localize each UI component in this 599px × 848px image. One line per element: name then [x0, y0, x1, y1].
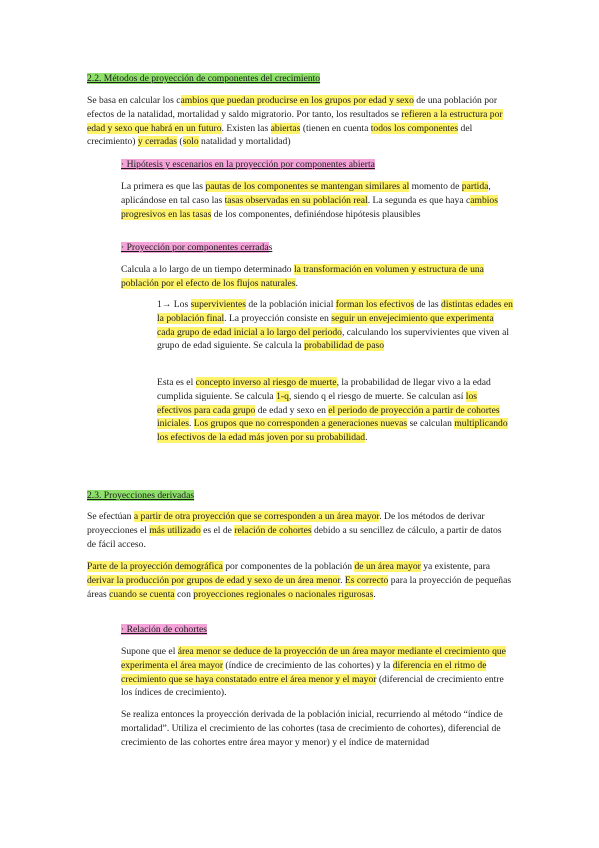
subheading-tail: s: [268, 242, 273, 253]
highlight: y cerradas: [137, 136, 178, 148]
paragraph-hipotesis: [121, 180, 513, 221]
text: momento de: [409, 181, 462, 192]
text: 1→ Los: [157, 299, 191, 310]
text: es el de: [200, 524, 235, 536]
paragraph-se-realiza: [121, 708, 513, 749]
highlight: derivar la producción por grupos de edad y sexo de un área menor: [87, 574, 341, 586]
text: Se basa en calcular los c: [87, 95, 181, 106]
subheading-relacion-cohortes: [121, 623, 511, 637]
highlight: seguir un envejecimiento que experimenta cada grupo de edad inicial a lo largo del periodo: [157, 312, 494, 338]
text: . La segunda es que haya c: [367, 194, 471, 206]
paragraph-cerradas: [121, 263, 513, 291]
text: (índice de crecimiento de las cohortes) y la: [223, 659, 393, 671]
text: (diferencial de crecimiento entre los índices de crecimiento).: [121, 673, 504, 699]
text: .: [340, 574, 345, 586]
text: por componentes de la población: [222, 561, 355, 572]
paragraph-supervivientes: [157, 298, 513, 353]
paragraph-supone: [121, 645, 513, 700]
text: de los componentes, definiéndose hipótesis plausibles: [211, 208, 421, 220]
paragraph-probabilidad: [157, 376, 513, 445]
text: del crecimiento): [87, 122, 473, 148]
subheading-hipotesis: [121, 158, 511, 172]
highlight: Parte de la proyección demográfica: [87, 561, 223, 572]
text: de la población inicial: [246, 299, 336, 310]
subheading-cerradas: [121, 241, 511, 255]
paragraph-area-mayor: [87, 560, 512, 601]
text: Se realiza entonces la proyección derivada de la población inicial, recurriendo al método “índice de mortalidad”. Utiliza el crecimiento de las cohortes (tasa de crecimiento de cohortes), diferencial de crecimiento de las cohortes entre área mayor y menor) y el índice de maternidad: [121, 709, 503, 748]
highlight: ambios progresivos en las tasas: [121, 194, 498, 220]
text: La primera es que las: [121, 181, 206, 192]
text: se calculan: [407, 418, 455, 430]
highlight: probabilidad de paso: [304, 340, 384, 352]
text: ya existente, para: [420, 561, 491, 572]
text: natalidad y mortalidad): [198, 136, 291, 148]
subheading-text: · Hipótesis y escenarios en la proyección por componentes abierta: [121, 159, 375, 170]
text: , calculando los supervivientes que viven al grupo de edad siguiente. Se calcula la: [157, 326, 510, 352]
text: .: [373, 588, 376, 600]
text: .: [295, 277, 298, 289]
highlight: relación de cohortes: [234, 524, 312, 536]
text: de una población por efectos de la natalidad, mortalidad y saldo migratorio. Por tanto, los resultados se: [87, 95, 498, 120]
text: Se efectúan: [87, 511, 134, 522]
text: .: [365, 432, 368, 444]
highlight: proyecciones regionales o nacionales rigurosas: [193, 588, 374, 600]
highlight: pautas de los componentes se mantengan similares al: [205, 181, 410, 192]
text: Esta es el: [157, 377, 196, 388]
highlight: a partir de otra proyección que se corresponden a un área mayor: [133, 511, 380, 522]
text: , siendo q el riesgo de muerte. Se calculan así: [288, 390, 466, 402]
highlight: el periodo de proyección a partir de cohortes iniciales: [157, 404, 500, 430]
highlight: solo: [182, 136, 199, 148]
subheading-text: · Proyección por componentes cerrada: [121, 242, 269, 253]
text: . La proyección consiste en: [224, 312, 332, 324]
text: , la probabilidad de llegar vivo a la edad cumplida siguiente. Se calcula: [157, 377, 491, 402]
paragraph-intro-components: [87, 94, 512, 149]
highlight: los efectivos para cada grupo: [157, 390, 477, 416]
highlight: multiplicando los efectivos de la edad más joven por su probabilidad: [157, 418, 508, 444]
text: , aplicándose en tal caso las: [121, 181, 491, 206]
text: Calcula a lo largo de un tiempo determinado: [121, 264, 294, 275]
highlight: área menor se deduce de la proyección de un área mayor mediante el crecimiento que experimenta el área mayor: [121, 646, 506, 671]
highlight: tasas observadas en su población real: [224, 194, 368, 206]
highlight: partida: [461, 181, 489, 192]
section-heading-2-2: [87, 72, 527, 86]
text: . Existen las: [221, 122, 271, 134]
highlight: Es correcto: [344, 574, 389, 586]
highlight: forman los efectivos: [335, 299, 415, 310]
text: debido a su sencillez de cálculo, a partir de datos de fácil acceso.: [87, 524, 502, 550]
text: (tienen en cuenta: [300, 122, 371, 134]
text: (: [177, 136, 183, 148]
text: Supone que el: [121, 646, 178, 657]
highlight: distintas edades en la población final: [157, 299, 513, 324]
highlight: supervivientes: [190, 299, 246, 310]
highlight: cuando se cuenta: [109, 588, 175, 600]
text: con: [174, 588, 194, 600]
highlight: 1-q: [276, 390, 289, 402]
section-heading-2-3: [87, 489, 527, 503]
highlight: concepto inverso al riesgo de muerte: [195, 377, 337, 388]
text: para la proyección de pequeñas áreas: [87, 574, 512, 600]
heading-text: 2.2. Métodos de proyección de componentes del crecimiento: [87, 73, 321, 84]
highlight: Los grupos que no corresponden a generaciones nuevas: [193, 418, 408, 430]
highlight: más utilizado: [149, 524, 201, 536]
text: . De los métodos de derivar proyecciones el: [87, 511, 485, 536]
highlight: de un área mayor: [354, 561, 421, 572]
text: .: [188, 418, 194, 430]
paragraph-derivadas: [87, 510, 512, 551]
subheading-text: · Relación de cohortes: [121, 624, 208, 635]
highlight: ambios que puedan producirse en los grupos por edad y sexo: [180, 95, 414, 106]
highlight: refieren a la estructura por edad y sexo que habrá en un futuro: [87, 108, 503, 134]
text: de las: [414, 299, 442, 310]
highlight: la transformación en volumen y estructura de una población por el efecto de los flujos naturales: [121, 264, 484, 289]
heading-text: 2.3. Proyecciones derivadas: [87, 490, 195, 501]
highlight: diferencia en el ritmo de crecimiento que se haya constatado entre el área menor y el mayor: [121, 659, 487, 685]
highlight: todos los componentes: [370, 122, 459, 134]
highlight: abiertas: [270, 122, 301, 134]
text: de edad y sexo en: [255, 404, 329, 416]
